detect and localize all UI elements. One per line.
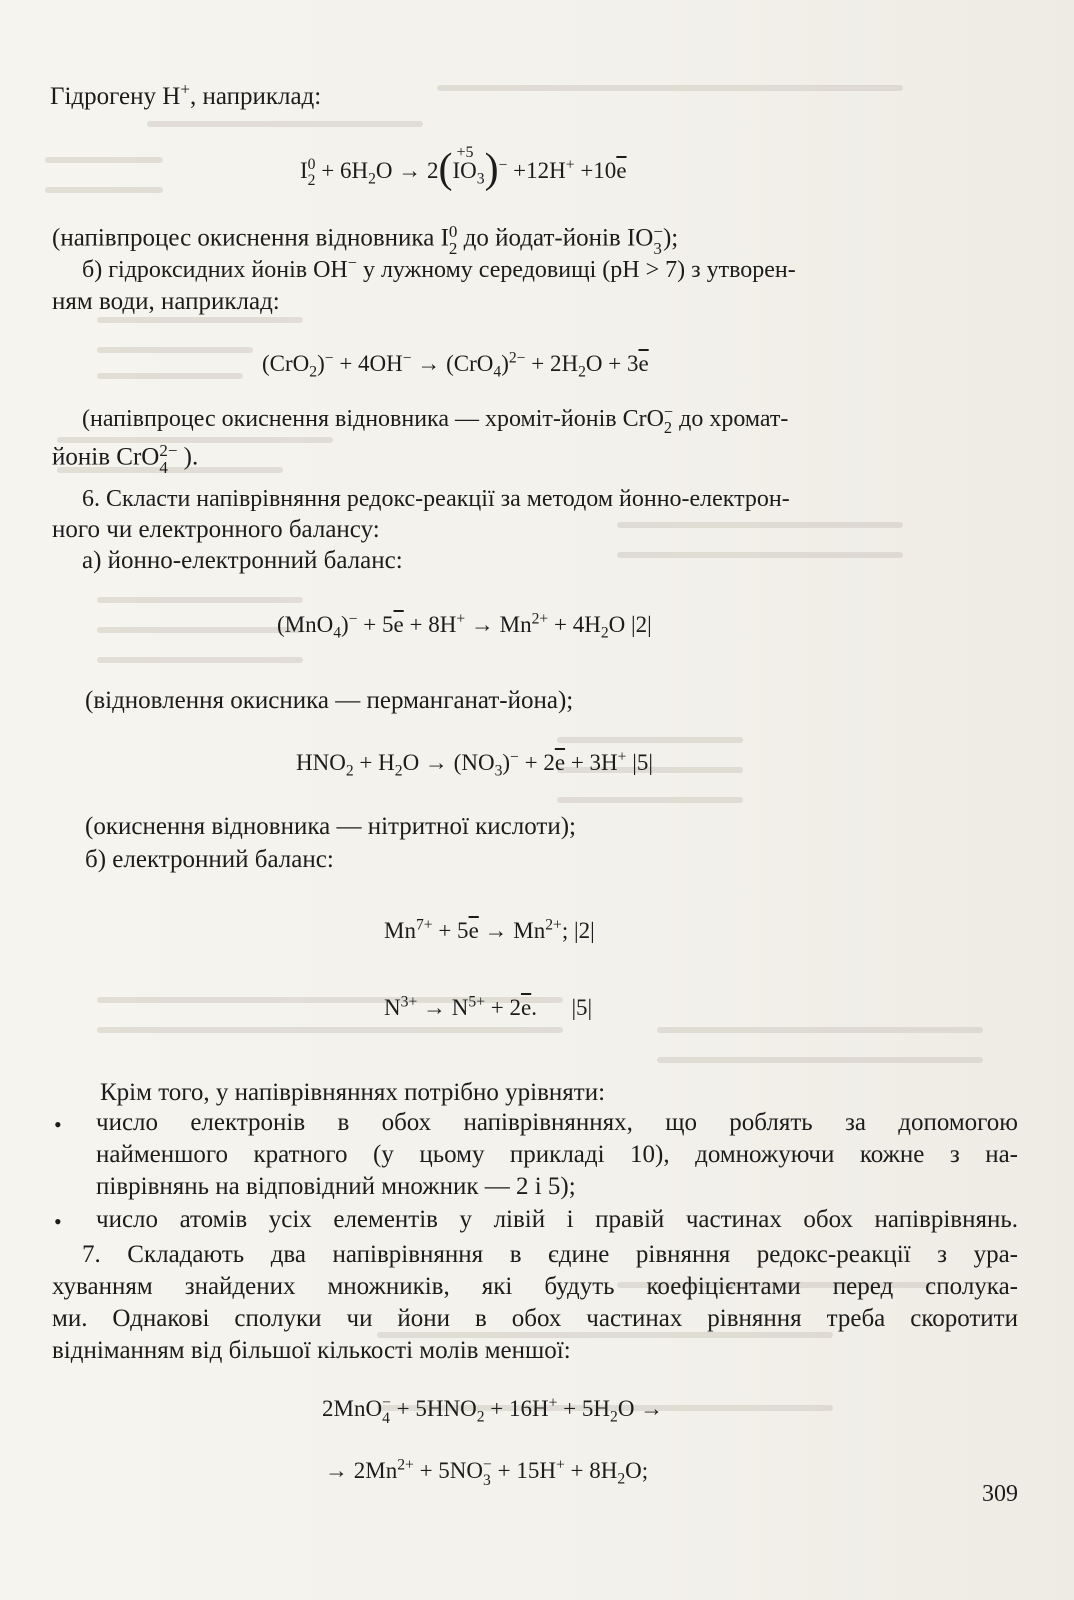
step-6-line-2: ного чи електронного балансу: bbox=[52, 516, 380, 543]
equation-mn-balance: $Mn^{7+} + 5\overline{e} \to Mn^{2+}$; |2| bbox=[384, 916, 595, 943]
equation-total-left: 2MnO − 4 + $5HNO_2 + 16H^+ + 5H_2O$ → bbox=[322, 1394, 664, 1427]
bullet-dot-2: • bbox=[54, 1209, 62, 1234]
line-hydrogen: Гідрогену H+, наприклад: bbox=[50, 79, 322, 110]
line-oxidation: (окиснення відновника — нітритної кислоти); bbox=[85, 813, 576, 840]
equation-iodine: I 0 2 + $6H_2O \to 2$( +5 $IO_3)^- +12H^+ +10\overline{e}$ bbox=[300, 144, 627, 192]
line-half-process-2: (напівпроцес окиснення відновника — хроміт-йонів CrO − 2 до хромат- bbox=[82, 402, 789, 438]
line-reduction: (відновлення окисника — перманганат-йона); bbox=[85, 687, 574, 714]
page-number: 309 bbox=[982, 1481, 1018, 1507]
step-7-line-2: хуванням знайдених множників, які будуть коефіцієнтами перед сполука- bbox=[52, 1273, 1018, 1300]
bullet-electrons-line-2: найменшого кратного (у цьому прикладі 10), домножуючи кожне з на- bbox=[96, 1141, 1018, 1168]
line-water-example: ням води, наприклад: bbox=[52, 288, 280, 315]
step-7-line-4: відніманням від більшої кількості молів меншої: bbox=[52, 1337, 571, 1364]
equation-permanganate: $(MnO_4)^- + 5\overline{e} + 8H^+ \to Mn^{2+} + 4H_2O$ |2| bbox=[277, 610, 652, 642]
bullet-dot-1: • bbox=[54, 1112, 62, 1137]
equation-chromite: $(CrO_2)^- + 4OH^- \to (CrO_4)^{2-} + 2H_2O + 3\overline{e}$ bbox=[262, 349, 649, 381]
bullet-atoms: число атомів усіх елементів у лівій і правій частинах обох напіврівнянь. bbox=[96, 1206, 1018, 1233]
line-chromate-ions: йонів CrO 2− 4 ). bbox=[52, 441, 199, 477]
equation-nitrous: $HNO_2 + H_2O \to (NO_3)^- + 2\overline{e} + 3H^+$ |5| bbox=[296, 748, 653, 780]
step-6-line-1: 6. Скласти напіврівняння редокс-реакції за методом йонно-електрон- bbox=[82, 486, 790, 512]
bullet-electrons-line-1: число електронів в обох напіврівняннях, що роблять за допомогою bbox=[96, 1109, 1018, 1136]
equation-total-right: → $2Mn^{2+} + 5NO$ − 3 + $15H^+ + 8H_2O$; bbox=[325, 1456, 649, 1489]
line-half-process-1: (напівпроцес окиснення відновника I 0 2 до йодат-йонів IO − 3 ); bbox=[52, 222, 679, 258]
line-also: Крім того, у напіврівняннях потрібно урівняти: bbox=[100, 1079, 606, 1106]
bullet-electrons-line-3: піврівнянь на відповідний множник — 2 і 5); bbox=[96, 1173, 576, 1200]
line-hydroxide: б) гідроксидних йонів OH− у лужному середовищі (pH > 7) з утворен- bbox=[82, 253, 796, 283]
equation-n-balance: $N^{3+} \to N^{5+} + 2\overline{e}$. |5| bbox=[384, 993, 593, 1020]
step-7-line-1: 7. Складають два напіврівняння в єдине рівняння редокс-реакції з ура- bbox=[82, 1241, 1018, 1268]
step-6-line-3: а) йонно-електронний баланс: bbox=[82, 547, 403, 574]
line-electronic-balance: б) електронний баланс: bbox=[85, 846, 334, 873]
step-7-line-3: ми. Однакові сполуки чи йони в обох частинах рівняння треба скоротити bbox=[52, 1305, 1018, 1332]
